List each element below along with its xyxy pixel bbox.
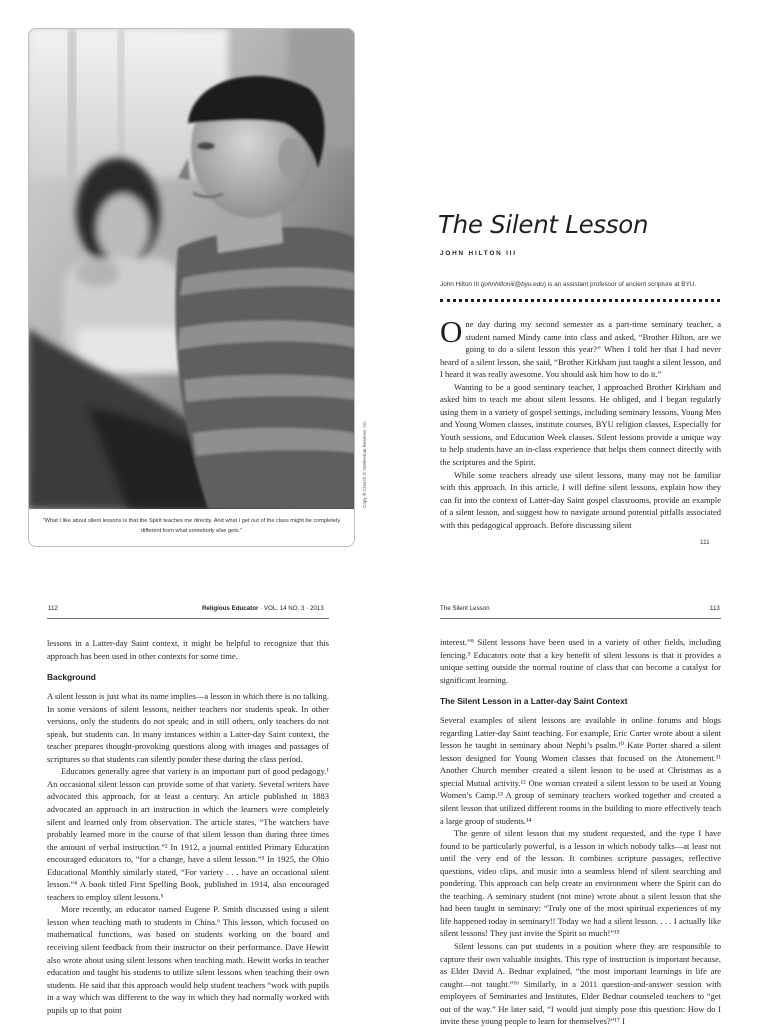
context-paragraph-1: Several examples of silent lessons are available in online forums and blogs regarding Latter-day Saint teaching. For example, Eric Carter wrote about a silent lesson he taught in seminary about Nephi’s psalm.¹⁰ Kate Porter shared a silent lesson designed for Young Women classes that focused on the Atonement.¹¹ Another Church member created a silent lesson to be used at Christmas as a special Mutual activity.¹² One woman created a silent lesson to be used at Young Women’s Camp.¹³ A group of seminary teachers worked together and created a silent lesson that utilized different rooms in the building to more effectively teach a large group of students.¹⁴ [440, 715, 721, 826]
page-113-column [440, 636, 721, 1026]
background-paragraph-2: Educators generally agree that variety is an important part of good pedagogy.¹ An occasional silent lesson can provide some of that variety. Several writers have advocated this approach, for at least a century. An article published in 1883 advocated an approach in art instruction in which the learners were completely silent and learned only from observation. The article states, “The watchers have probably learned more in the course of that silent lesson than during three times the amount of verbal instruction.”² In 1912, a journal entitled Primary Education encouraged educators to, “for a change, have a silent lesson.”³ In 1925, the Ohio Educational Monthly similarly stated, “For variety . . . have an occasional silent lesson.”⁴ A book titled First Spelling Book, published in 1914, also encouraged teachers to employ silent lessons.⁵ [47, 766, 329, 902]
photo-credit: Copy ® Church © Intellectual Reserve, Inc. [362, 420, 367, 508]
intro-text-1: ne day during my second semester as a part-time seminary teacher, a student named Mindy came into class and asked, “Brother Hilton, are we going to do a silent lesson this year?” When I told her that I had never heard of a silent lesson, she said, “Brother Kirkham just taught a silent lesson, and I heard it was really awesome. You should ask him how to do it.” [440, 319, 721, 380]
header-rule-112 [47, 618, 329, 619]
journal-name: Religious Educator [202, 605, 259, 612]
author-byline: JOHN HILTON III [440, 250, 517, 257]
running-head-title: The Silent Lesson [440, 605, 490, 612]
bio-prefix: John Hilton III ( [440, 281, 483, 288]
context-paragraph-2: The genre of silent lesson that my student requested, and the type I have found to be particularly powerful, is a lesson in which nobody talks—at least not until the very end of the lesson. It combines scripture passages, reflective questions, video clips, and music into a seamless blend of silent searching and pondering. This approach can help create an environment where the Spirit can do the teaching. A seminary student (not mine) wrote about a silent lesson that she had been taught in seminary: “Truly one of the most spiritual experiences of my life happened today in seminary!! Today we had a silent lesson. . . . I actually like silent lessons! They just invite the Spirit so much!”¹⁵ [440, 828, 721, 939]
page-number-111: 111 [700, 539, 710, 546]
running-head-journal [202, 605, 324, 612]
photo-frame [28, 28, 355, 547]
photo-caption: “What I like about silent lessons is that the Spirit teaches me directly. And what I get out of the class might be completely different from what somebody else gets.” [42, 518, 341, 534]
section-heading-lds-context: The Silent Lesson in a Latter-day Saint Context [440, 696, 628, 707]
intro-paragraph-1 [440, 318, 721, 381]
drop-cap: O [440, 318, 463, 349]
author-email-link[interactable]: johnhiltoniii@byu.edu [482, 281, 544, 288]
article-title: The Silent Lesson [438, 210, 649, 239]
intro-column [440, 318, 721, 531]
intro-paragraph-2: Wanting to be a good seminary teacher, I approached Brother Kirkham and asked him to teach me about silent lessons. He obliged, and I began regularly using them in a variety of gospel settings, including seminary lessons, Young Men and Young Women classes, institute courses, BYU religion classes, Especially for Youth sessions, and Education Week classes. Silent lessons provide a unique way to help students have an in-class experience that helps them connect directly with the scriptures and the Spirit. [440, 381, 721, 468]
header-rule-113 [440, 618, 721, 619]
continued-paragraph: lessons in a Latter-day Saint context, it might be helpful to recognize that this approach has been used in other contexts for some time. [47, 638, 329, 661]
intro-paragraph-3: While some teachers already use silent lessons, many may not be familiar with this approach. In this article, I will define silent lessons, explain how they can fit into the context of Latter-day Saint gospel classrooms, provide an example of a silent lesson, and suggest how to navigate around potential pitfalls associated with this pedagogical approach. Before discussing silent [440, 469, 721, 530]
page-number-113: 113 [710, 605, 720, 612]
continued-paragraph-113: interest.”⁸ Silent lessons have been used in a variety of other fields, including fencing.⁹ Educators note that a key benefit of silent lessons is that it provides a unique setting outside the normal routine of class that can become a catalyst for significant learning. [440, 637, 721, 685]
dotted-divider [440, 299, 720, 302]
journal-issue: · VOL. 14 NO. 3 · 2013 [258, 605, 324, 612]
bio-suffix: ) is an assistant professor of ancient scripture at BYU. [543, 281, 697, 288]
context-paragraph-3: Silent lessons can put students in a position where they are responsible to capture their own valuable insights. This type of instruction is important because, as Elder David A. Bednar explained, “the most important learnings in life are caught—not taught.”¹⁶ Similarly, in a 2011 question-and-answer session with employees of Seminaries and Institutes, Elder Bednar counseled teachers to “get out of the way.” He later said, “I would just simply pose this question: How do I invite these young people to learn for themselves?”¹⁷ I [440, 941, 721, 1026]
section-heading-background: Background [47, 672, 96, 683]
author-bio [440, 280, 725, 290]
background-paragraph-1: A silent lesson is just what its name implies—a lesson in which there is no talking. In some versions of silent lessons, neither teachers nor students speak. In other versions, only the students do not speak; and in still others, only teachers do not speak, but students can. In many instances within a Latter-day Saint context, the teacher prepares thought-provoking questions along with images and passages of scriptures so that students can silently ponder these during the class period. [47, 691, 329, 764]
page-number-112: 112 [48, 605, 58, 612]
background-paragraph-3: More recently, an educator named Eugene P. Smith discussed using a silent lesson when teaching math to students in China.⁶ This lesson, which focused on mathematical functions, was based on students working on the board and receiving silent feedback from their instructor on their performance. Dave Hewitt also wrote about using silent lessons when teaching math. Hewitt works in teacher education and taught his students to utilize silent lessons when teaching their own students. He said that this approach would help student teachers “work with pupils in a way which was different to the way in which they had normally worked with pupils up to that point [47, 904, 329, 1015]
page-112-column [47, 637, 329, 1027]
